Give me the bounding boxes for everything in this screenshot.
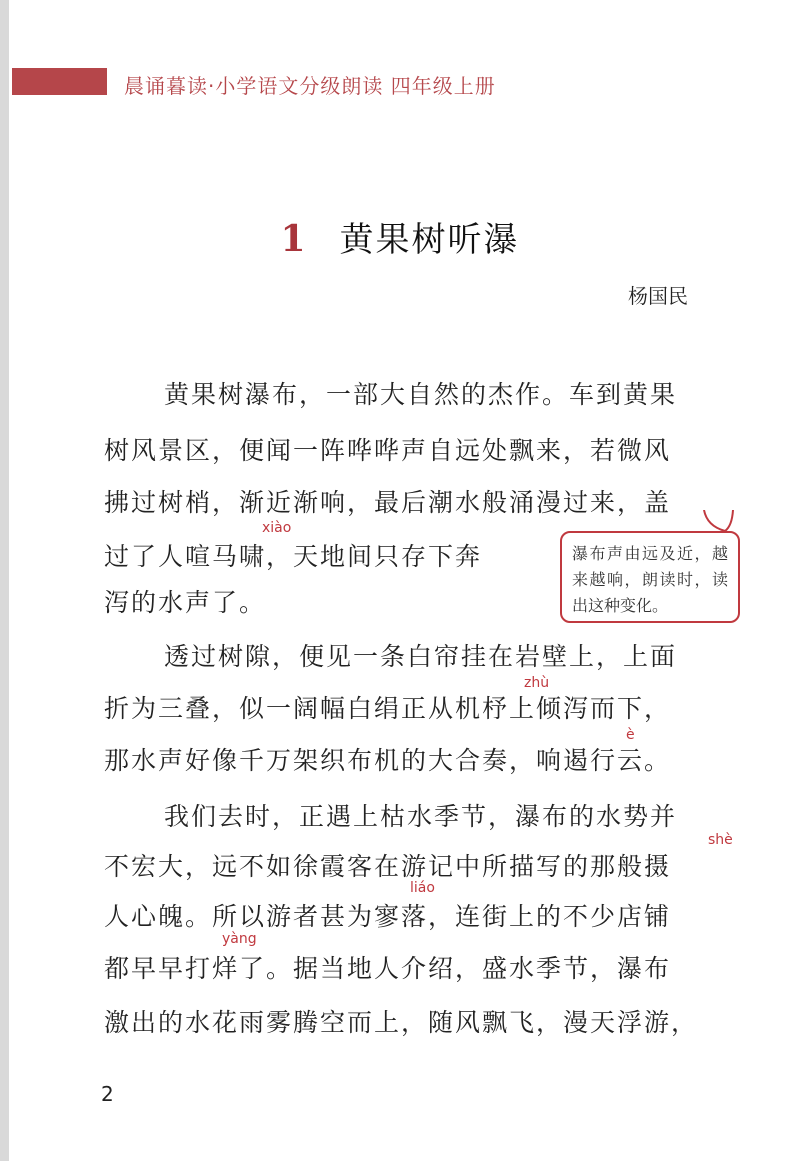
book-header-title: 晨诵暮读·小学语文分级朗读 四年级上册: [124, 74, 496, 98]
chapter-title: 黄果树听瀑: [339, 220, 520, 260]
text-line-5: 泻的水声了。: [104, 588, 267, 617]
pinyin-e: è: [626, 727, 635, 743]
text-line-9: 我们去时，正遇上枯水季节，瀑布的水势并: [164, 802, 678, 831]
text-line-8: 那水声好像千万架织布机的大合奏，响遏行云。: [104, 746, 672, 775]
text-line-10: 不宏大，远不如徐霞客在游记中所描写的那般摄: [104, 852, 672, 881]
text-line-6: 透过树隙，便见一条白帘挂在岩壁上，上面: [164, 642, 678, 671]
pinyin-liao: liáo: [410, 880, 435, 896]
chapter-heading: [0, 212, 800, 261]
pinyin-zhu: zhù: [524, 675, 550, 691]
pinyin-she: shè: [708, 832, 733, 848]
text-line-7: 折为三叠，似一阔幅白绢正从机杼上倾泻而下，: [104, 694, 672, 723]
chapter-number: 1: [280, 218, 306, 260]
text-line-4: 过了人喧马啸，天地间只存下奔: [104, 542, 483, 571]
page-edge: [0, 0, 9, 1161]
text-line-1: 黄果树瀑布，一部大自然的杰作。车到黄果: [164, 380, 678, 409]
page-number: 2: [101, 1082, 114, 1106]
author-name: 杨国民: [628, 284, 688, 308]
pinyin-yang: yàng: [222, 931, 257, 947]
text-line-13: 激出的水花雨雾腾空而上，随风飘飞，漫天浮游，: [104, 1008, 699, 1037]
reading-tip-text: 瀑布声由远及近，越来越响，朗读时，读出这种变化。: [572, 544, 728, 615]
text-line-11: 人心魄。所以游者甚为寥落，连街上的不少店铺: [104, 902, 672, 931]
text-line-2: 树风景区，便闻一阵哗哗声自远处飘来，若微风: [104, 436, 672, 465]
text-line-12: 都早早打烊了。据当地人介绍，盛水季节，瀑布: [104, 954, 672, 983]
header-color-bar: [12, 68, 107, 95]
text-line-3: 拂过树梢，渐近渐响，最后潮水般涌漫过来，盖: [104, 488, 672, 517]
pinyin-xiao: xiào: [262, 520, 292, 536]
reading-tip-callout: [560, 531, 740, 623]
